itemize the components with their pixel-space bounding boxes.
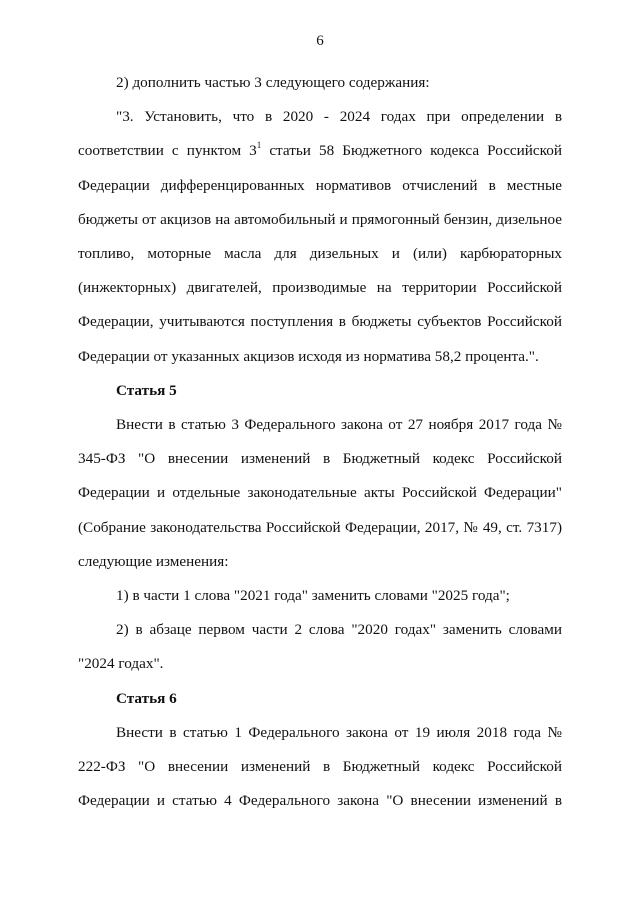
article-5-item-2: 2) в абзаце первом части 2 слова "2020 годах" заменить словами "2024 годах". <box>78 621 562 673</box>
document-body <box>78 66 562 818</box>
quote-text-start: "3. Установить, что в 2020 - 2024 годах при определении в соответствии с пунктом 3 <box>78 108 562 160</box>
article-5-item-1: 1) в части 1 слова "2021 года" заменить словами "2025 года"; <box>116 587 510 605</box>
article-5-heading: Статья 5 <box>116 381 177 399</box>
superscript: 1 <box>256 140 262 151</box>
paragraph-item-2: 2) дополнить частью 3 следующего содержания: <box>116 74 430 91</box>
quote-text-end: статьи 58 Бюджетного кодекса Российской Федерации дифференцированных нормативов отчислений в местные бюджеты от акцизов на автомобильный и прямогонный бензин, дизельное топливо, моторные масла для дизельных и (или) карбюраторных (инжекторных) двигателей, производимые на территории Российской Федерации, учитываются поступления в бюджеты субъектов Российской Федерации от указанных акцизов исходя из норматива 58,2 процента.". <box>78 142 562 365</box>
page-number: 6 <box>316 33 324 49</box>
article-6-intro: Внести в статью 1 Федерального закона от 19 июля 2018 года № 222-ФЗ "О внесении изменений в Бюджетный кодекс Российской Федерации и статью 4 Федерального закона "О внесении изменений в <box>78 723 562 810</box>
paragraph-quoted-part-3 <box>78 100 562 374</box>
article-6-heading: Статья 6 <box>116 689 177 707</box>
article-5-intro: Внести в статью 3 Федерального закона от 27 ноября 2017 года № 345-ФЗ "О внесении изменений в Бюджетный кодекс Российской Федерации и отдельные законодательные акты Российской Федерации" (Собрание законодательства Российской Федерации, 2017, № 49, ст. 7317) следующие изменения: <box>78 416 562 570</box>
